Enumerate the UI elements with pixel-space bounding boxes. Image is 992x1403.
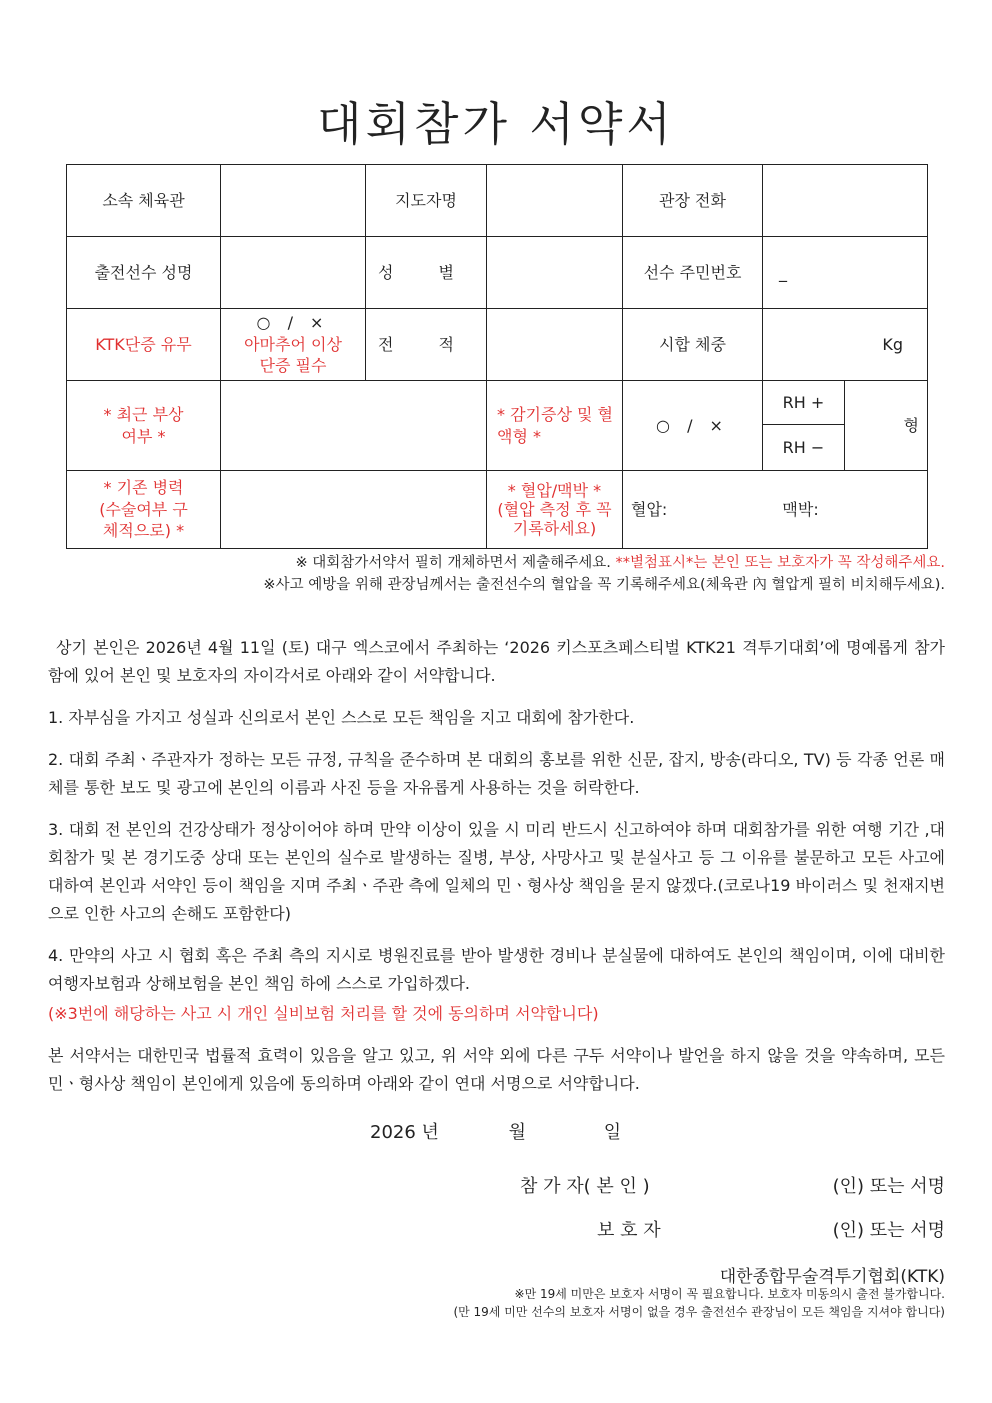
coach-field[interactable] — [487, 165, 623, 237]
footnote-line-2: (만 19세 미만 선수의 보호자 서명이 없을 경우 출전선수 관장님이 모든 책임을 지셔야 합니다) — [453, 1305, 945, 1319]
bp-field[interactable] — [623, 471, 928, 549]
gender-field[interactable] — [487, 237, 623, 309]
form-notes — [263, 552, 945, 596]
guardian-signature[interactable]: (인) 또는 서명 — [832, 1220, 945, 1241]
injury-field[interactable] — [221, 381, 487, 471]
pledge-item-1: 1. 자부심을 가지고 성실과 신의로서 본인 스스로 모든 책임을 지고 대회에 참가한다. — [48, 708, 635, 727]
weight-unit[interactable]: Kg — [763, 309, 928, 381]
closing-paragraph: 본 서약서는 대한민국 법률적 효력이 있음을 알고 있고, 위 서약 외에 다른 구두 서약이나 발언을 하지 않을 것을 약속하며, 모든 민ㆍ형사상 책임이 본인에게 있음에 동의하며 아래와 같이 연대 서명으로 서약합니다. — [48, 1046, 945, 1093]
footnotes — [453, 1285, 945, 1321]
affiliation-field[interactable] — [221, 165, 366, 237]
disease-field[interactable] — [221, 471, 487, 549]
athlete-name-label: 출전선수 성명 — [67, 237, 221, 309]
document-title: 대회참가 서약서 — [317, 97, 675, 151]
blood-type-suffix: 형 — [845, 381, 928, 471]
ktk-label: KTK단증 유무 — [67, 309, 221, 381]
pledge-body — [48, 634, 945, 1112]
cold-choice[interactable]: ○ / × — [623, 381, 763, 471]
disease-label: * 기존 병력 (수술여부 구체적으로) * — [67, 471, 221, 549]
affiliation-label: 소속 체육관 — [67, 165, 221, 237]
pulse-value: 맥박: — [782, 499, 819, 519]
date-day: 일 — [603, 1122, 622, 1143]
footnote-line-1: ※만 19세 미만은 보호자 서명이 꼭 필요합니다. 보호자 미동의시 출전 불가합니다. — [514, 1287, 945, 1301]
pledge-item-2: 2. 대회 주최ㆍ주관자가 정하는 모든 규정, 규칙을 준수하며 본 대회의 홍보를 위한 신문, 잡지, 방송(라디오, TV) 등 각종 언론 매체를 통한 보도 및 광고에 본인의 이름과 사진 등을 자유롭게 사용하는 것을 허락한다. — [48, 750, 945, 797]
pledge-date — [370, 1118, 621, 1144]
date-month: 월 — [508, 1122, 527, 1143]
gym-phone-field[interactable] — [763, 165, 928, 237]
cold-label: * 감기증상 및 혈액형 * — [487, 381, 623, 471]
gender-label: 성 별 — [366, 237, 487, 309]
pledge-item-4: 4. 만약의 사고 시 협회 혹은 주최 측의 지시로 병원진료를 받아 발생한 경비나 분실물에 대하여도 본인의 책임이며, 이에 대비한 여행자보험과 상해보험을 본인 책임 하에 스스로 가입하겠다. — [48, 946, 945, 993]
rh-plus[interactable]: RH + — [763, 381, 845, 425]
athlete-name-field[interactable] — [221, 237, 366, 309]
injury-label: * 최근 부상여부 * — [67, 381, 221, 471]
rh-minus[interactable]: RH − — [763, 425, 845, 471]
date-year: 2026 년 — [370, 1122, 439, 1143]
coach-label: 지도자명 — [366, 165, 487, 237]
participant-signature[interactable]: (인) 또는 서명 — [832, 1176, 945, 1197]
participant-info-table — [66, 164, 928, 549]
note-line-1: ※ 대회참가서약서 필히 개체하면서 제출해주세요. **별첨표시*는 본인 또는 보호자가 꼭 작성해주세요. — [295, 555, 945, 571]
pledge-item-3: 3. 대회 전 본인의 건강상태가 정상이어야 하며 만약 이상이 있을 시 미리 반드시 신고하여야 하며 대회참가를 위한 여행 기간 ,대회참가 및 본 경기도중 상대 또는 본인의 실수로 발생하는 질병, 부상, 사망사고 및 분실사고 등 그 이유를 불문하고 모든 사고에 대하여 본인과 서약인 등이 책임을 지며 주최ㆍ주관 측에 일체의 민ㆍ형사상 책임을 묻지 않겠다.(코로나19 바이러스 및 천재지변으로 인한 사고의 손해도 포함한다) — [48, 820, 945, 923]
intro-paragraph: 상기 본인은 2026년 4월 11일 (토) 대구 엑스코에서 주최하는 ‘2026 키스포츠페스티벌 KTK21 격투기대회’에 명예롭게 참가함에 있어 본인 및 보호자의 자이각서로 아래와 같이 서약합니다. — [48, 638, 945, 685]
participant-label: 참 가 자( 본 인 ) — [520, 1176, 650, 1197]
ktk-note: 아마추어 이상 단증 필수 — [244, 334, 342, 376]
resident-number-field[interactable]: _ — [763, 237, 928, 309]
ktk-choice-cell[interactable] — [221, 309, 366, 381]
record-label: 전 적 — [366, 309, 487, 381]
ktk-choice: ○ / × — [256, 313, 330, 333]
bp-label: * 혈압/맥박 * (혈압 측정 후 꼭 기록하세요) — [487, 471, 623, 549]
organization-name: 대한종합무술격투기협회(KTK) — [719, 1267, 945, 1287]
record-field[interactable] — [487, 309, 623, 381]
guardian-label: 보 호 자 — [597, 1220, 661, 1241]
resident-number-label: 선수 주민번호 — [623, 237, 763, 309]
note-line-2: ※사고 예방을 위해 관장님께서는 출전선수의 혈압을 꼭 기록해주세요(체육관 內 혈압게 필히 비치해두세요). — [263, 577, 945, 593]
weight-label: 시합 체중 — [623, 309, 763, 381]
pledge-item-4-note: (※3번에 해당하는 사고 시 개인 실비보험 처리를 할 것에 동의하며 서약합니다) — [48, 1004, 599, 1023]
gym-phone-label: 관장 전화 — [623, 165, 763, 237]
bp-value: 혈압: — [631, 499, 668, 519]
note-red: **별첨표시*는 본인 또는 보호자가 꼭 작성해주세요. — [615, 555, 945, 571]
